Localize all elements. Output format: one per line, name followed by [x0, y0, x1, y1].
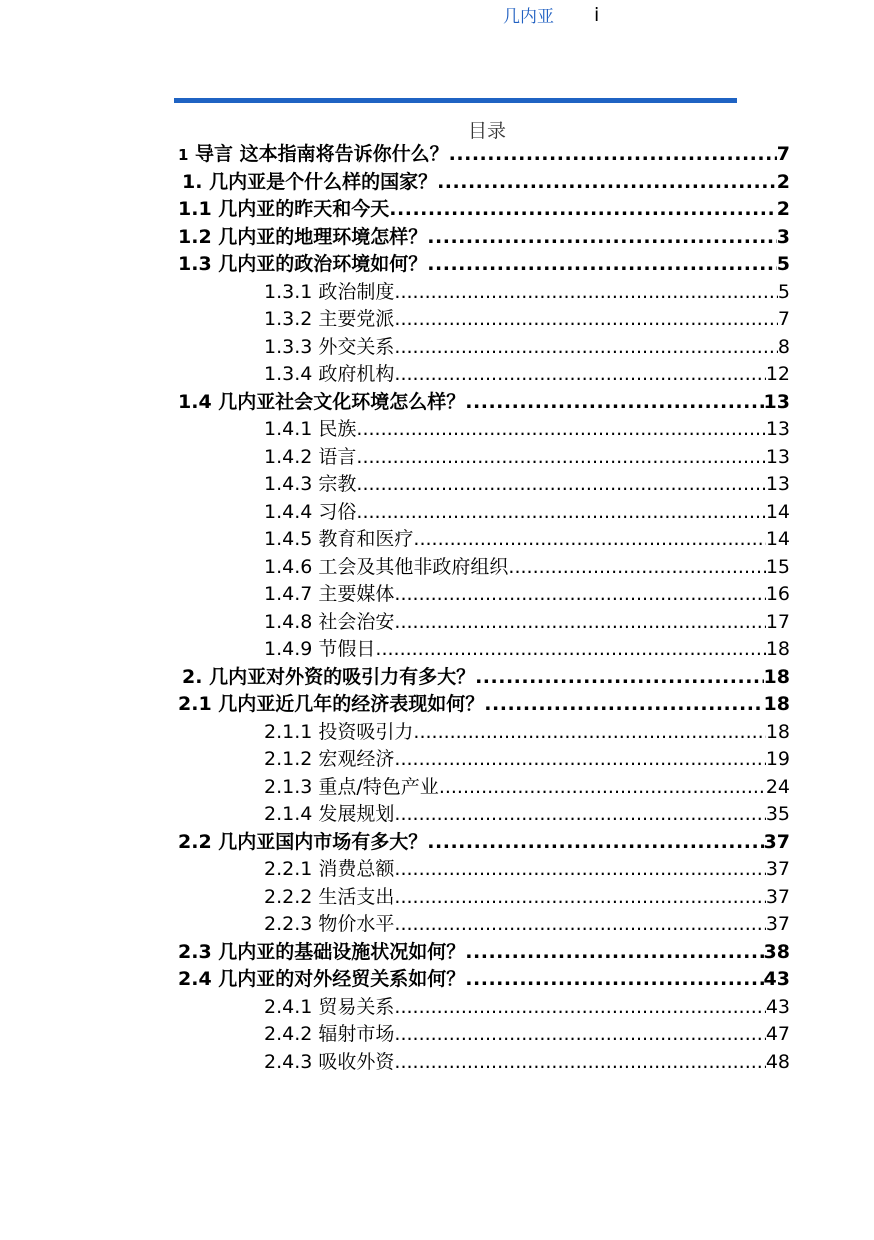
toc-entry[interactable]	[178, 196, 790, 224]
toc-leader	[356, 499, 765, 527]
toc-entry[interactable]	[178, 609, 790, 637]
toc-entry-text: 重点/特色产业	[312, 775, 439, 798]
toc-entry-number: 1.4.5	[264, 528, 313, 550]
toc-entry[interactable]	[178, 361, 790, 389]
toc-entry[interactable]	[178, 444, 790, 472]
toc-leader	[427, 829, 763, 857]
toc-entry-number: 2.	[182, 665, 203, 688]
toc-entry-number: 2.1.1	[264, 720, 313, 743]
toc-entry[interactable]	[178, 224, 790, 252]
toc-entry-number: 1.3.4	[264, 363, 313, 385]
toc-leader	[508, 554, 765, 582]
toc-leader	[394, 884, 765, 912]
toc-leader	[375, 636, 765, 664]
toc-leader	[427, 251, 776, 279]
toc-entry-page: 2	[776, 170, 790, 193]
toc-leader	[465, 966, 763, 994]
toc-leader	[484, 691, 763, 719]
toc-entry-number: 1.4	[178, 390, 212, 413]
toc-entry[interactable]	[178, 911, 790, 939]
toc-entry[interactable]	[178, 554, 790, 582]
toc-entry-text: 贸易关系	[312, 995, 395, 1018]
toc-entry[interactable]	[178, 691, 790, 719]
toc-entry-number: 1.4.4	[264, 500, 313, 523]
toc-entry-number: 2.2.2	[264, 885, 313, 908]
toc-leader	[394, 361, 765, 389]
toc-leader	[394, 1021, 765, 1049]
toc-entry[interactable]	[178, 581, 790, 609]
toc-entry-page: 43	[765, 995, 790, 1018]
toc-entry-number: 2.4	[178, 968, 212, 990]
toc-entry[interactable]	[178, 169, 790, 197]
toc-entry[interactable]	[178, 1049, 790, 1077]
toc-entry-page: 18	[763, 665, 790, 688]
toc-leader	[394, 856, 765, 884]
toc-entry-page: 3	[776, 225, 790, 248]
toc-entry[interactable]	[178, 389, 790, 417]
toc-entry[interactable]	[178, 884, 790, 912]
toc-entry[interactable]	[178, 636, 790, 664]
toc-entry-page: 18	[765, 720, 790, 743]
toc-entry-page: 48	[765, 1050, 790, 1073]
toc-entry[interactable]	[178, 141, 790, 169]
toc-leader	[427, 224, 776, 252]
toc-entry-page: 38	[763, 940, 790, 963]
toc-entry-number: 1.4.7	[264, 583, 313, 605]
toc-entry[interactable]	[178, 279, 790, 307]
toc-entry-page: 37	[765, 913, 790, 935]
toc-entry-text: 民族	[312, 418, 357, 440]
toc-entry-page: 43	[763, 968, 790, 990]
toc-entry-text: 生活支出	[312, 885, 395, 908]
toc-entry-text: 社会治安	[312, 610, 395, 633]
toc-entry-text: 几内亚的政治环境如何？	[211, 253, 428, 275]
toc-entry-number: 1.3.1	[264, 280, 313, 303]
toc-leader	[449, 141, 777, 169]
toc-entry-number: 1.4.2	[264, 445, 313, 468]
toc-entry-text: 语言	[312, 445, 357, 468]
toc-entry-number: 1.4.6	[264, 555, 313, 578]
toc-entry-number: 2.4.1	[264, 995, 313, 1018]
header-rule	[174, 98, 737, 103]
toc-entry-number: 1.3	[178, 253, 212, 275]
toc-entry-text: 几内亚社会文化环境怎么样？	[211, 390, 466, 413]
toc-leader	[394, 801, 765, 829]
toc-entry[interactable]	[178, 526, 790, 554]
toc-title: 目录	[467, 120, 506, 142]
toc-entry-page: 13	[765, 418, 790, 440]
toc-entry-page: 15	[765, 555, 790, 578]
toc-entry-page: 2	[776, 198, 790, 220]
toc-entry[interactable]	[178, 994, 790, 1022]
toc-entry[interactable]	[178, 719, 790, 747]
toc-entry-text: 发展规划	[312, 803, 395, 825]
toc-entry-number: 2.2	[178, 830, 212, 853]
toc-entry-number: 1.	[182, 170, 203, 193]
toc-leader	[394, 1049, 765, 1077]
toc-entry-number: 2.2.3	[264, 913, 313, 935]
toc-entry-number: 1.3.3	[264, 335, 313, 358]
toc-entry-number: 2.1	[178, 693, 212, 715]
toc-entry-text: 宗教	[312, 473, 357, 495]
toc-entry-text: 外交关系	[312, 335, 395, 358]
running-header-title: 几内亚	[503, 7, 554, 27]
toc-leader	[439, 774, 766, 802]
toc-entry-page: 47	[765, 1023, 790, 1045]
toc-entry-page: 24	[765, 775, 790, 798]
toc-entry-number: 1.4.9	[264, 638, 313, 660]
toc-entry-page: 5	[777, 280, 790, 303]
toc-entry-text: 政府机构	[312, 363, 395, 385]
toc-entry-number: 1.4.8	[264, 610, 313, 633]
toc-entry-text: 几内亚的对外经贸关系如何？	[211, 968, 466, 990]
toc-entry-number: 2.2.1	[264, 858, 313, 880]
toc-entry-text: 宏观经济	[312, 748, 395, 770]
toc-entry-page: 19	[765, 748, 790, 770]
toc-entry-page: 13	[763, 390, 790, 413]
toc-leader	[394, 334, 778, 362]
toc-entry-page: 16	[765, 583, 790, 605]
toc-entry-text: 政治制度	[312, 280, 395, 303]
toc-entry-text: 投资吸引力	[312, 720, 414, 743]
toc-entry[interactable]	[178, 416, 790, 444]
toc-leader	[413, 719, 765, 747]
toc-entry-page: 35	[765, 803, 790, 825]
toc-entry-page: 37	[763, 830, 790, 853]
toc-entry-number: 2.1.2	[264, 748, 313, 770]
toc-entry-text: 习俗	[312, 500, 357, 523]
toc-entry-page: 14	[765, 500, 790, 523]
toc-leader	[475, 664, 763, 692]
toc-entry[interactable]	[178, 966, 790, 994]
toc-leader	[413, 526, 765, 554]
toc-entry-number: 1.4.1	[264, 418, 313, 440]
toc-entry-number: 2.1.4	[264, 803, 313, 825]
toc-leader	[394, 911, 765, 939]
toc-entry-text: 几内亚的基础设施状况如何？	[211, 940, 466, 963]
toc-list	[178, 141, 790, 1076]
toc-entry[interactable]	[178, 499, 790, 527]
toc-entry-page: 37	[765, 858, 790, 880]
toc-entry[interactable]	[178, 746, 790, 774]
toc-entry-number: 2.1.3	[264, 775, 313, 798]
toc-entry-page: 13	[765, 473, 790, 495]
toc-entry-page: 7	[777, 308, 790, 330]
toc-entry-page: 8	[777, 335, 790, 358]
toc-entry-page: 7	[776, 143, 790, 165]
toc-entry[interactable]	[178, 251, 790, 279]
toc-entry[interactable]	[178, 471, 790, 499]
toc-entry-text: 几内亚对外资的吸引力有多大？	[202, 665, 476, 688]
toc-entry-text: 几内亚的昨天和今天	[211, 198, 390, 220]
toc-entry[interactable]	[178, 306, 790, 334]
toc-entry[interactable]	[178, 939, 790, 967]
toc-leader	[394, 306, 778, 334]
toc-leader	[437, 169, 777, 197]
toc-entry-page: 12	[765, 363, 790, 385]
toc-leader	[356, 444, 765, 472]
toc-leader	[394, 279, 778, 307]
toc-entry-number: 1	[178, 146, 189, 164]
toc-entry-page: 17	[765, 610, 790, 633]
toc-entry-page: 18	[763, 693, 790, 715]
toc-leader	[389, 196, 776, 224]
toc-leader	[465, 389, 763, 417]
toc-entry-text: 主要媒体	[312, 583, 395, 605]
toc-entry-number: 2.3	[178, 940, 212, 963]
toc-leader	[356, 416, 765, 444]
toc-entry[interactable]	[178, 829, 790, 857]
toc-entry-page: 18	[765, 638, 790, 660]
toc-entry-number: 2.4.2	[264, 1023, 313, 1045]
toc-entry-text: 节假日	[312, 638, 376, 660]
toc-leader	[394, 581, 765, 609]
toc-entry-text: 教育和医疗	[312, 528, 414, 550]
toc-entry-page: 13	[765, 445, 790, 468]
running-header-page-number: i	[594, 4, 600, 26]
toc-entry[interactable]	[178, 774, 790, 802]
toc-entry-text: 导言 这本指南将告诉你什么？	[188, 143, 449, 165]
toc-entry-text: 辐射市场	[312, 1023, 395, 1045]
toc-leader	[394, 609, 765, 637]
toc-entry[interactable]	[178, 334, 790, 362]
toc-entry-text: 几内亚是个什么样的国家？	[202, 170, 438, 193]
toc-leader	[356, 471, 765, 499]
toc-entry-text: 物价水平	[312, 913, 395, 935]
toc-entry-text: 消费总额	[312, 858, 395, 880]
toc-leader	[465, 939, 763, 967]
toc-leader	[394, 994, 765, 1022]
toc-entry-page: 5	[776, 253, 790, 275]
toc-entry-text: 工会及其他非政府组织	[312, 555, 509, 578]
toc-entry-text: 主要党派	[312, 308, 395, 330]
toc-entry[interactable]	[178, 856, 790, 884]
toc-entry-page: 37	[765, 885, 790, 908]
toc-entry-text: 几内亚国内市场有多大？	[211, 830, 428, 853]
toc-entry-text: 吸收外资	[312, 1050, 395, 1073]
toc-entry-number: 1.4.3	[264, 473, 313, 495]
toc-entry-page: 14	[765, 528, 790, 550]
toc-entry[interactable]	[178, 801, 790, 829]
toc-entry[interactable]	[178, 1021, 790, 1049]
toc-entry-number: 1.3.2	[264, 308, 313, 330]
toc-leader	[394, 746, 765, 774]
toc-entry[interactable]	[178, 664, 790, 692]
toc-entry-number: 1.1	[178, 198, 212, 220]
toc-entry-text: 几内亚近几年的经济表现如何？	[211, 693, 485, 715]
toc-entry-text: 几内亚的地理环境怎样？	[211, 225, 428, 248]
toc-entry-number: 2.4.3	[264, 1050, 313, 1073]
toc-entry-number: 1.2	[178, 225, 212, 248]
